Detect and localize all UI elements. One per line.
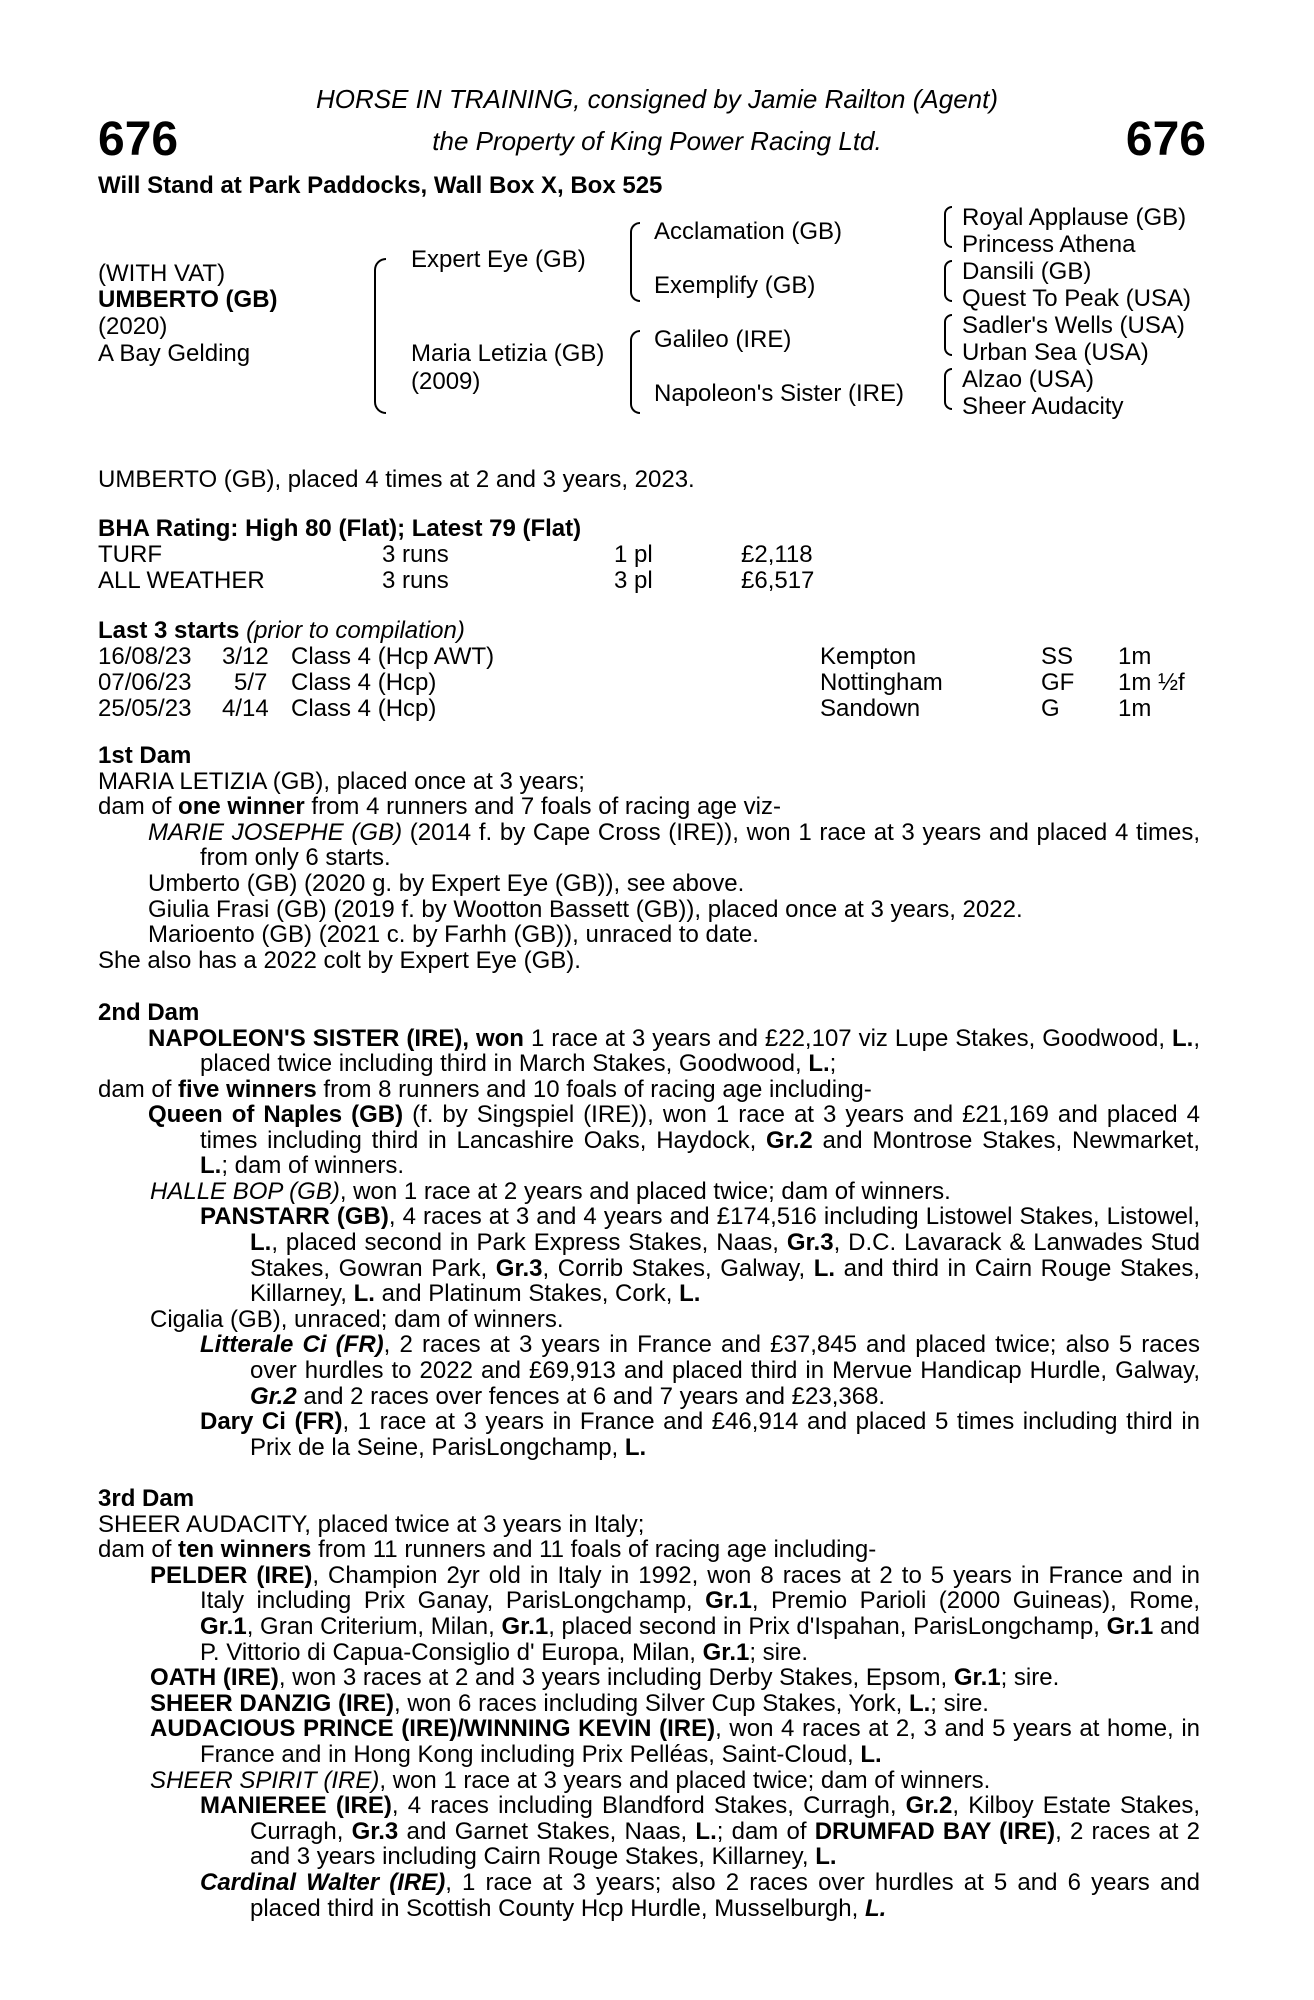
start-race: Class 4 (Hcp AWT): [291, 643, 495, 670]
stand-location: Will Stand at Park Paddocks, Wall Box X, Box 525: [98, 172, 663, 199]
pedigree-ggp-4: Quest To Peak (USA): [962, 285, 1191, 312]
first-dam-line: MARIA LETIZIA (GB), placed once at 3 years;: [98, 767, 585, 795]
first-dam-produce-line: dam of one winner from 4 runners and 7 foals of racing age viz-: [98, 793, 781, 821]
rating-row-turf-prize: £2,118: [741, 541, 813, 568]
produce-entry: MARIE JOSEPHE (GB) (2014 f. by Cape Cross (IRE)), won 1 race at 3 years and placed 4 times, from only 6 starts.: [148, 818, 1201, 872]
horse-year: (2020): [98, 313, 168, 340]
start-position: 5/7: [234, 669, 268, 696]
produce-entry: AUDACIOUS PRINCE (IRE)/WINNING KEVIN (IRE), won 4 races at 2, 3 and 5 years at home, in France and in Hong Kong including Prix Pelléas, Saint-Cloud, L.: [150, 1715, 1200, 1768]
lot-number-right: 676: [1125, 113, 1206, 166]
rating-row-turf-placed: 1 pl: [614, 541, 653, 568]
pedigree-bracket-sire: [630, 222, 640, 302]
pedigree-bracket-gg4: [944, 368, 952, 410]
produce-entry: Queen of Naples (GB) (f. by Singspiel (IRE)), won 1 race at 3 years and £21,169 and placed 4 times including third in Lancashire Oaks, Haydock, Gr.2 and Montrose Stakes, Newmarket, L.; dam of winners.: [148, 1101, 1200, 1180]
produce-entry: Dary Ci (FR), 1 race at 3 years in France and £46,914 and placed 5 times including third in Prix de la Seine, ParisLongchamp, L.: [200, 1408, 1200, 1461]
start-course: Sandown: [820, 695, 921, 722]
start-race: Class 4 (Hcp): [291, 669, 437, 696]
pedigree-bracket-gg1: [944, 206, 952, 248]
last-starts-heading: [98, 617, 465, 645]
property-line: the Property of King Power Racing Ltd.: [432, 126, 882, 156]
rating-title: BHA Rating: High 80 (Flat); Latest 79 (Flat): [98, 515, 582, 542]
pedigree-dam: Maria Letizia (GB): [411, 340, 605, 367]
horse-name: UMBERTO (GB): [98, 286, 278, 313]
start-race: Class 4 (Hcp): [291, 695, 437, 722]
start-distance: 1m ½f: [1118, 669, 1185, 696]
start-course: Nottingham: [820, 669, 943, 696]
produce-entry: HALLE BOP (GB), won 1 race at 2 years and placed twice; dam of winners.: [150, 1177, 951, 1205]
produce-entry: Cigalia (GB), unraced; dam of winners.: [150, 1305, 564, 1333]
start-date: 07/06/23: [98, 669, 192, 696]
produce-entry: OATH (IRE), won 3 races at 2 and 3 years including Derby Stakes, Epsom, Gr.1; sire.: [150, 1664, 1060, 1692]
produce-entry: Marioento (GB) (2021 c. by Farhh (GB)), unraced to date.: [148, 921, 759, 949]
pedigree-gp-3: Galileo (IRE): [654, 326, 792, 353]
pedigree-gp-1: Acclamation (GB): [654, 218, 843, 245]
pedigree-sire: Expert Eye (GB): [411, 246, 586, 273]
start-position: 3/12: [222, 643, 269, 670]
produce-entry: MANIEREE (IRE), 4 races including Blandford Stakes, Curragh, Gr.2, Kilboy Estate Stakes, Curragh, Gr.3 and Garnet Stakes, Naas, L.; dam of DRUMFAD BAY (IRE), 2 races at 2 and 3 years including Cairn Rouge Stakes, Killarney, L.: [200, 1792, 1201, 1871]
start-going: GF: [1041, 669, 1075, 696]
produce-entry: Giulia Frasi (GB) (2019 f. by Wootton Bassett (GB)), placed once at 3 years, 2022.: [148, 895, 1023, 923]
rating-row-aw-surface: ALL WEATHER: [98, 567, 265, 594]
pedigree-dam-year: (2009): [411, 368, 481, 395]
produce-entry: Cardinal Walter (IRE), 1 race at 3 years; also 2 races over hurdles at 5 and 6 years and placed third in Scottish County Hcp Hurdle, Musselburgh, L.: [200, 1868, 1201, 1922]
pedigree-ggp-3: Dansili (GB): [962, 258, 1092, 285]
pedigree-ggp-7: Alzao (USA): [962, 366, 1095, 393]
last-starts-note: (prior to compilation): [246, 617, 465, 644]
rating-row-turf-surface: TURF: [98, 541, 162, 568]
produce-entry: SHEER DANZIG (IRE), won 6 races including Silver Cup Stakes, York, L.; sire.: [150, 1689, 989, 1717]
pedigree-gp-2: Exemplify (GB): [654, 272, 816, 299]
produce-entry: Umberto (GB) (2020 g. by Expert Eye (GB)), see above.: [148, 869, 745, 897]
first-dam-note: She also has a 2022 colt by Expert Eye (GB).: [98, 946, 581, 974]
first-dam-section: [98, 743, 1200, 973]
pedigree-ggp-5: Sadler's Wells (USA): [962, 312, 1185, 339]
horse-description: A Bay Gelding: [98, 340, 251, 367]
pedigree-bracket-dam: [630, 330, 640, 414]
start-going: SS: [1041, 643, 1074, 670]
pedigree-bracket-gg2: [944, 260, 952, 302]
pedigree-bracket-gg3: [944, 314, 952, 356]
produce-entry: Litterale Ci (FR), 2 races at 3 years in France and £37,845 and placed twice; also 5 races over hurdles to 2022 and £69,913 and placed third in Mervue Handicap Hurdle, Galway, Gr.2 and 2 races over fences at 6 and 7 years and £23,368.: [200, 1331, 1200, 1410]
third-dam-title: 3rd Dam: [98, 1485, 195, 1512]
pedigree-ggp-8: Sheer Audacity: [962, 393, 1124, 420]
vat-note: (WITH VAT): [98, 260, 226, 287]
rating-row-aw-prize: £6,517: [741, 567, 815, 594]
pedigree-ggp-2: Princess Athena: [962, 231, 1136, 258]
second-dam-produce-line: dam of five winners from 8 runners and 10 foals of racing age including-: [98, 1075, 872, 1103]
start-position: 4/14: [222, 695, 269, 722]
rating-row-turf-runs: 3 runs: [382, 541, 449, 568]
third-dam-line: SHEER AUDACITY, placed twice at 3 years in Italy;: [98, 1510, 645, 1538]
start-date: 25/05/23: [98, 695, 192, 722]
second-dam-title: 2nd Dam: [98, 999, 200, 1026]
third-dam-produce-line: dam of ten winners from 11 runners and 11 foals of racing age including-: [98, 1536, 877, 1564]
second-dam-line: NAPOLEON'S SISTER (IRE), won 1 race at 3 years and £22,107 viz Lupe Stakes, Goodwood, L., placed twice including third in March Stakes, Goodwood, L.;: [148, 1024, 1200, 1078]
pedigree-ggp-1: Royal Applause (GB): [962, 204, 1187, 231]
first-dam-title: 1st Dam: [98, 742, 192, 769]
consignor-line: HORSE IN TRAINING, consigned by Jamie Railton (Agent): [315, 84, 999, 114]
pedigree-gp-4: Napoleon's Sister (IRE): [654, 380, 905, 407]
start-distance: 1m: [1118, 695, 1152, 722]
start-distance: 1m: [1118, 643, 1152, 670]
rating-row-aw-runs: 3 runs: [382, 567, 449, 594]
start-date: 16/08/23: [98, 643, 192, 670]
third-dam-section: [98, 1486, 1200, 1921]
racing-summary: UMBERTO (GB), placed 4 times at 2 and 3 years, 2023.: [98, 466, 695, 493]
produce-entry: PANSTARR (GB), 4 races at 3 and 4 years and £174,516 including Listowel Stakes, Listowel, L., placed second in Park Express Stakes, Naas, Gr.3, D.C. Lavarack & Lanwades Stud Stakes, Gowran Park, Gr.3, Corrib Stakes, Galway, L. and third in Cairn Rouge Stakes, Killarney, L. and Platinum Stakes, Cork, L.: [200, 1203, 1201, 1308]
produce-entry: SHEER SPIRIT (IRE), won 1 race at 3 years and placed twice; dam of winners.: [150, 1766, 991, 1794]
start-course: Kempton: [820, 643, 917, 670]
lot-number-left: 676: [98, 113, 179, 166]
second-dam-produce: [98, 1102, 1200, 1460]
rating-row-aw-placed: 3 pl: [614, 567, 653, 594]
produce-entry: PELDER (IRE), Champion 2yr old in Italy in 1992, won 8 races at 2 to 5 years in France and in Italy including Prix Ganay, ParisLongchamp, Gr.1, Premio Parioli (2000 Guineas), Rome, Gr.1, Gran Criterium, Milan, Gr.1, placed second in Prix d'Ispahan, ParisLongchamp, Gr.1 and P. Vittorio di Capua-Consiglio d' Europa, Milan, Gr.1; sire.: [150, 1561, 1201, 1666]
start-going: G: [1041, 695, 1060, 722]
pedigree-ggp-6: Urban Sea (USA): [962, 339, 1149, 366]
last-starts-title: Last 3 starts: [98, 617, 240, 644]
second-dam-section: [98, 1000, 1200, 1102]
pedigree-bracket-main: [374, 258, 386, 414]
